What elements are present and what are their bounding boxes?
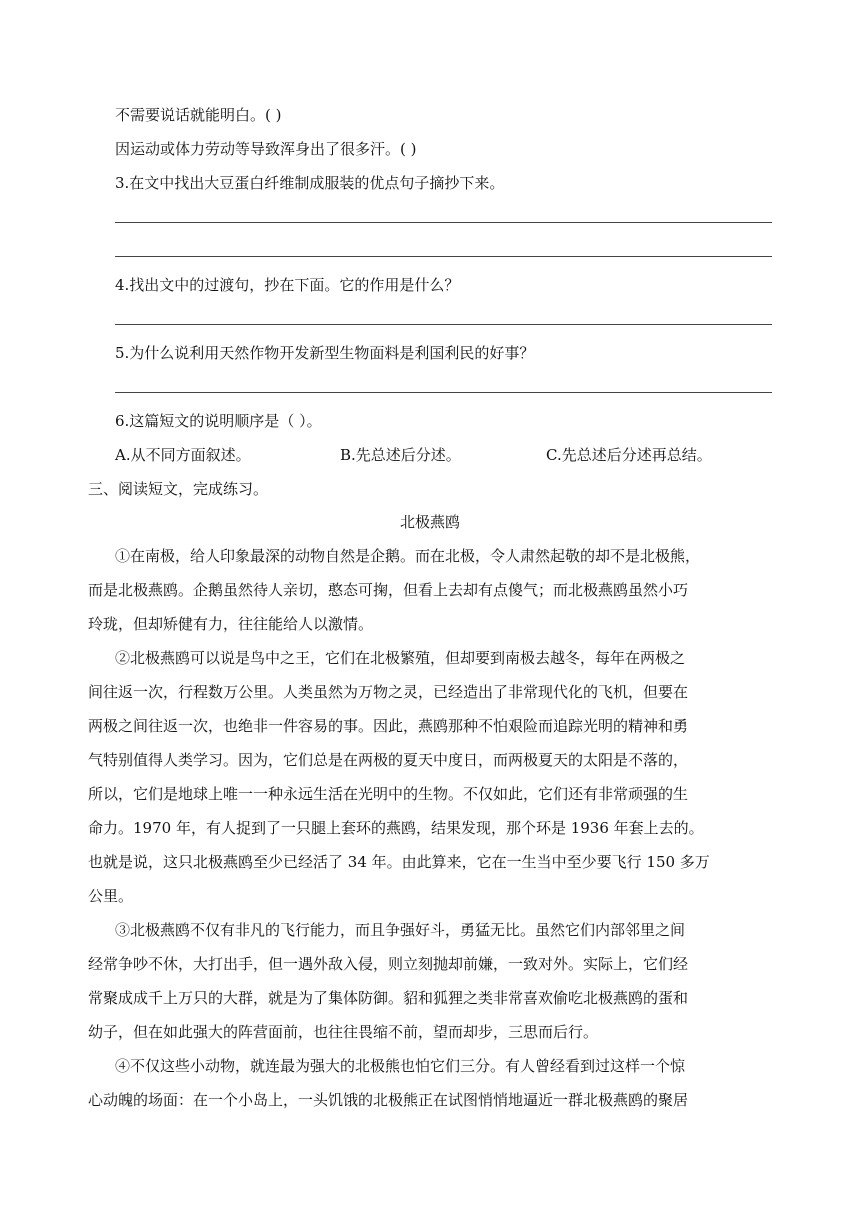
passage-line: ①在南极，给人印象最深的动物自然是企鹅。而在北极，令人肃然起敬的却不是北极熊， xyxy=(115,547,701,565)
answer-line[interactable] xyxy=(115,222,772,223)
option-c[interactable]: C.先总述后分述再总结。 xyxy=(546,446,712,464)
answer-line[interactable] xyxy=(115,256,772,257)
answer-line[interactable] xyxy=(115,392,772,393)
passage-line: 常聚成成千上万只的大群，就是为了集体防御。貂和狐狸之类非常喜欢偷吃北极燕鸥的蛋和 xyxy=(88,989,689,1007)
passage-line: 心动魄的场面：在一个小岛上，一头饥饿的北极熊正在试图悄悄地逼近一群北极燕鸥的聚居 xyxy=(88,1091,689,1109)
passage-line: ③北极燕鸥不仅有非凡的飞行能力，而且争强好斗，勇猛无比。虽然它们内部邻里之间 xyxy=(115,921,686,939)
answer-line[interactable] xyxy=(115,324,772,325)
passage-line: 所以，它们是地球上唯一一种永远生活在光明中的生物。不仅如此，它们还有非常顽强的生 xyxy=(88,785,689,803)
passage-line: 经常争吵不休，大打出手，但一遇外敌入侵，则立刻抛却前嫌，一致对外。实际上，它们经 xyxy=(88,955,689,973)
question-2-item-2: 因运动或体力劳动等导致浑身出了很多汗。( ) xyxy=(115,140,417,158)
option-a[interactable]: A.从不同方面叙述。 xyxy=(115,446,251,464)
passage-line: ④不仅这些小动物，就连最为强大的北极熊也怕它们三分。有人曾经看到过这样一个惊 xyxy=(115,1057,686,1075)
passage-title: 北极燕鸥 xyxy=(399,513,460,531)
passage-line: 幼子，但在如此强大的阵营面前，也往往畏缩不前，望而却步，三思而后行。 xyxy=(88,1023,599,1041)
passage-line: ②北极燕鸥可以说是鸟中之王，它们在北极繁殖，但却要到南极去越冬，每年在两极之 xyxy=(115,649,686,667)
question-2-item-1: 不需要说话就能明白。( ) xyxy=(115,106,282,124)
question-5: 5.为什么说利用天然作物开发新型生物面料是利国利民的好事？ xyxy=(115,344,535,362)
passage-line: 两极之间往返一次，也绝非一件容易的事。因此，燕鸥那种不怕艰险而追踪光明的精神和勇 xyxy=(88,717,689,735)
passage-line: 而是北极燕鸥。企鹅虽然待人亲切，憨态可掬，但看上去却有点傻气；而北极燕鸥虽然小巧 xyxy=(88,581,689,599)
option-b[interactable]: B.先总述后分述。 xyxy=(340,446,461,464)
passage-line: 气特别值得人类学习。因为，它们总是在两极的夏天中度日，而两极夏天的太阳是不落的， xyxy=(88,751,689,769)
section-3-heading: 三、阅读短文，完成练习。 xyxy=(88,480,269,498)
passage-line: 也就是说，这只北极燕鸥至少已经活了 34 年。由此算来，它在一生当中至少要飞行 150 多万 xyxy=(88,853,710,871)
passage-line: 命力。1970 年，有人捉到了一只腿上套环的燕鸥，结果发现，那个环是 1936 年套上去的。 xyxy=(88,819,704,837)
passage-line: 间往返一次，行程数万公里。人类虽然为万物之灵，已经造出了非常现代化的飞机，但要在 xyxy=(88,683,689,701)
passage-line: 公里。 xyxy=(88,887,134,905)
question-3: 3.在文中找出大豆蛋白纤维制成服装的优点句子摘抄下来。 xyxy=(115,174,505,192)
question-4: 4.找出文中的过渡句，抄在下面。它的作用是什么？ xyxy=(115,276,460,294)
passage-line: 玲珑，但却矫健有力，往往能给人以激情。 xyxy=(88,615,374,633)
question-6: 6.这篇短文的说明顺序是（ ）。 xyxy=(115,412,322,430)
